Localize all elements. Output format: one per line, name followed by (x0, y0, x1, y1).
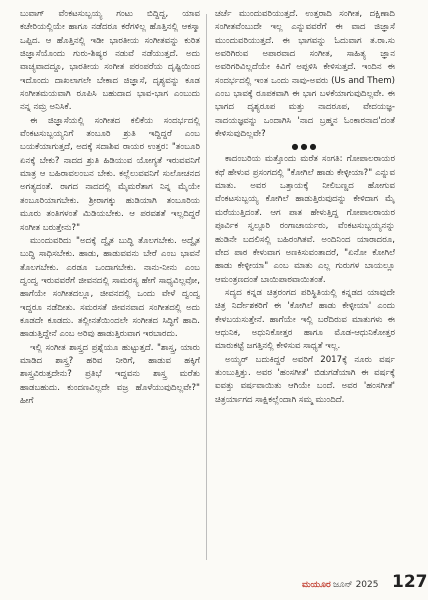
paragraph: ಬುವಾಗ್ ವೆಂಕಟಸುಬ್ಬಯ್ಯ ಗಂಟು ಬಿದ್ದಿದ್ದ, ಯಾವ ಕಚೇರಿಯಲ್ಲಿಯೇ ಹಾಗೂ ನಡೆದರೂ ಕರೆಗಳಿಲ್ಲ ಹೊತ್ತಿನಲ್ಲಿ ಆಕಸ್ಮಾ ಒಪ್ಪಿದ. ಆ ಹೊತ್ತಿನಲ್ಲಿ ಇಡೀ ಭಾರತೀಯ ಸಂಗೀತವನ್ನು ಕುರಿತ ಜಿಜ್ಞಾಸೆಯೊಂದು ಗುರು-ಶಿಷ್ಯರ ನಡುವೆ ನಡೆಯುತ್ತದೆ. ಅದು ವಾಚ್ಯವಾದದ್ದೂ, ಭಾರತೀಯ ಸಂಗೀತ ಪರಂಪರೆಯ ದೃಷ್ಟಿಯಿಂದ ಇದೊಂದು ದಾಖಲಾಗಲೇ ಬೇಕಾದ ಜಿಜ್ಞಾಸೆ, ದೃಶ್ಯವನ್ನು ಕೂಡ ಸಂಗೀತಮಯವಾಗಿ ರೂಪಿಸಿ ಬಹುದಾದ ಭಾವ-ಭಾಗ ಎಂಬುದು ನನ್ನ ನಮ್ರ ಅನಿಸಿಕೆ. (20, 9, 200, 113)
paragraph: ಕಾದಂಬರಿಯ ಮತ್ತೊಂದು ಮರೆತ ಸಂಗತಿ: ಗೋಪಾಲರಾಯರ ಕಥೆ ಹೇಳುವ ಪ್ರಸಂಗದಲ್ಲಿ "ಕೋಗಿಲೆ ಹಾಡು ಕೇಳ್ಳೀಯಾ?" ಎನ್ನುವ ಮಾತು. ಅವರ ಒತ್ತಾಯಕ್ಕೆ ನೀಲಿಬಣ್ಣದ ಹೋಗುವ ವೆಂಕಟಸುಬ್ಬಯ್ಯ ಕೋಗಿಲೆ ಹಾಡುತ್ತಿರುವುದನ್ನು ಕೇಳಿದಾಗ ಮೈ ಮರೆಯುತ್ತಿದಂತೆ. ಆಗ ಪಾತ ಹೇಳುತ್ತಿದ್ದ ಗೋಪಾಲರಾಯರ ಪೂರ್ವಿಕ ಸ್ವಲ್ಪೂರಿ ರಂಗಾಚಾರ್ಯರು, ವೆಂಕಟಸುಬ್ಬಯ್ಯನನ್ನು ಹುಡಿನೇ ಬದಲಿಸಲ್ಲಿ ಬಹಿರಂಗಿತವೆ. ಅಂದಿನಿಂದ ಯಾರಾದರೂ, ವೇದ ಪಾಠ ಕೇಳುವಾಗ ಅಣಕಿಸುವಂತಾದರೆ, "ಏನೋ ಕೋಗಿಲೆ ಹಾಡು ಕೇಳ್ಳೀಯಾ" ಎಂಬ ಮಾತು ಎಲ್ಲ ಗುರುಗಳ ಬಾಯಲ್ಲೂ ಆಮಂತ್ರಣದಂತೆ ಬಾಯಿಪಾಠವಾಯಿತಂತೆ. (215, 154, 395, 285)
page-number: 127 (392, 572, 428, 592)
paragraph: ಮುಂದುವರಿದು "ಅದಕ್ಕೆ ದ್ವೈತ ಬುದ್ಧಿ ತೊಲಗಬೇಕು. ಅದ್ವೈತ ಬುದ್ಧಿ ಸಾಧಿಸಬೇಕು. ಹಾಡು, ಹಾಡುವವನು ಬೇರೆ ಎಂಬ ಭಾವನೆ ತೊಲಗಬೇಕು. ಎರಡೂ ಒಂದಾಗಬೇಕು. ನಾನು-ನೀನು ಎಂಬ ದ್ವಂದ್ವ ಇರುವವರೆಗೆ ಜೀವನದಲ್ಲಿ ಸಾಮರಸ್ಯ ಹೇಗೆ ಸಾಧ್ಯವಿಲ್ಲವೋ, ಹಾಗೆಯೇ ಸಂಗೀತದಲ್ಲೂ, ಜೀವನದಲ್ಲಿ ಒಂದು ವೇಳೆ ದ್ವಂದ್ವ ಇದ್ದರೂ ನಡೆದೀತು. ಸಮರಸತೆ ಜೀವನವಾದ ಸಂಗೀತದಲ್ಲಿ ಅದು ಕೂಡದೇ ಕೂಡದು. ತಲ್ಲೀನತೆಯಿಂದಲೇ ಸಂಗೀತದ ಸಿದ್ಧಿಗೆ ಹಾದಿ. ಹಾಡುತ್ತಿದ್ದೇನೆ ಎಂಬ ಅರಿವು ಹಾಡುತ್ತಿರುವಾಗ ಇರಬಾರದು. (20, 235, 200, 340)
issue-date: ಜೂನ್ 2025 (333, 580, 379, 590)
paragraph: ಚರ್ಚೆ ಮುಂದುವರಿಯುತ್ತದೆ. ಉತ್ತರಾದಿ ಸಂಗೀತ, ದಕ್ಷಿಣಾದಿ ಸಂಗೀತವೆಂಬುದೇ ಇಲ್ಲ ಎನ್ನುವವರೆಗೆ ಈ ವಾದ ಜಿಜ್ಞಾಸೆ ಮುಂದುವರಿಯುತ್ತದೆ. ಈ ಭಾಗವನ್ನು ಓದುವಾಗ ತ.ರಾ.ಸು ಅವರಿಗಿರುವ ಅಪಾರವಾದ ಸಂಗೀತ, ಸಾಹಿತ್ಯ ಜ್ಞಾನ ಅವರಿಗರಿವಿಲ್ಲದೆಯೇ ಕಿವಿಗೆ ಅಪ್ಪಳಿಸಿ ಕೇಳಿಸುತ್ತದೆ. ಇಂದಿನ ಈ ಸಂದರ್ಭದಲ್ಲಿ ಇಂತ ಒಂದು ನಾವು-ಅವರು (Us and Them) ಎಂಬ ಭಾವಕ್ಕೆ ರೂಪಕವಾಗಿ ಈ ಭಾಗ ಬಳಕೆಯಾಗುವುದಿಲ್ಲವೇ. ಈ ಭಾಗದ ದೃಶ್ಯರೂಪ ಮತ್ತು ನಾದರೂಪ, ವೇದಯಜ್ಞ-ನಾದಯಜ್ಞವನ್ನು ಒಂದಾಗಿಸಿ 'ನಾದ ಬ್ರಹ್ಮನ ಓಂಕಾರನಾದ'ದಂತೆ ಕೇಳಿಸುವುದಿಲ್ಲವೇ? (215, 9, 395, 140)
paragraph: ಈ ಜಿಜ್ಞಾಸೆಯಲ್ಲಿ ಸಂಗೀತದ ಕಲಿಕೆಯ ಸಂದರ್ಭದಲ್ಲಿ ವೆಂಕಟಸುಬ್ಬಯ್ಯನಿಗೆ ತಂಬೂರಿ ಶ್ರುತಿ ಇದ್ದಿದ್ದರೆ ಎಂಬ ಬಯಕೆಯಾಗುತ್ತದೆ, ಅದಕ್ಕೆ ಸದಾಶಿವ ರಾಯರ ಉತ್ತರ: "ತಂಬೂರಿ ಏನಕ್ಕೆ ಬೇಕು? ನಾದದ ಶ್ರುತಿ ಹಿಡಿಯುವ ಯೋಗ್ಯತೆ ಇರುವವನಿಗೆ ಮಾತ್ರ ಆ ಬಹಿರಾವಲಂಬನ ಬೇಕು. ಕಲ್ಲೆಲುವವನಿಗೆ ಸುಲೋಚನದ ಅಗತ್ಯದಂತೆ. ರಾಗದ ನಾದದಲ್ಲಿ ಮೈಮರೆತಾಗ ನಿನ್ನ ಮೈಯೇ ತಂಬೂರಿಯಾಗಬೇಕು. ಶ್ರೀರಾಗಕ್ಕು ಹುಡಿಯಾಗಿ ತಂಬೂರಿಯ ಮೂರು ತಂತಿಗಳಂತೆ ಮಿಡಿಯಬೇಕು. ಆ ಪರವಶತೆ ಇಲ್ಲದಿದ್ದರೆ ಸಂಗೀತ ಬರುತ್ತೇನು?" (20, 115, 200, 233)
paragraph: ಸದ್ಯದ ಕನ್ನಡ ಚಿತ್ರರಂಗದ ಪರಿಸ್ಥಿತಿಯಲ್ಲಿ ಕನ್ನಡದ ಯಾವುದೇ ಚಿತ್ರ ನಿರ್ದೇಶಕರಿಗೆ ಈ 'ಕೋಗಿಲೆ ಹಾಡು ಕೇಳ್ಳೀಯಾ' ಎಂದು ಕೇಳಬಯಸುತ್ತೇನೆ. ಹಾಗೆಯೇ ಇಲ್ಲಿ ಬರೆದಿರುವ ಮಾತುಗಳು ಈ ಆಧುನಿಕ, ಅಧುನಿಕೋತ್ತರ ಹಾಗೂ ಮೊಡ-ಆಧುನಿಕೋತ್ತರ ಮಾರುಕಟ್ಟೆ ಜಗತ್ತಿನಲ್ಲಿ ಕೇಳಿಸುವ ಸಾಧ್ಯತೆ ಇಲ್ಲ. (215, 287, 395, 352)
left-column (20, 8, 200, 408)
column-divider (206, 14, 207, 560)
right-column (215, 8, 395, 407)
paragraph: ಇಲ್ಲಿ ಸಂಗೀತ ಶಾಸ್ತ್ರದ ಪ್ರಶ್ನೆಯೂ ಹುಟ್ಟುತ್ತದೆ. "ಶಾಸ್ತ್ರ, ಯಾರು ಮಾಡಿದ ಶಾಸ್ತ್ರ? ಹರಿವ ನೀರಿಗೆ, ಹಾಡುವ ಹಕ್ಕಿಗೆ ಶಾಸ್ತ್ರವಿರುತ್ತದೇನು? ಪ್ರತಿಭೆ ಇದ್ದವನು ಶಾಸ್ತ್ರ ಮರೆತು ಹಾಡಬಹುದು. ಕುಂದಣವಿಲ್ಲದೇ ವಜ್ರ ಹೊಳೆಯುವುದಿಲ್ಲವೇ?" ಹೀಗೆ (20, 342, 200, 406)
magazine-logo: ಮಯೂರ (302, 580, 331, 590)
section-separator: ●●● (291, 142, 319, 152)
paragraph: ಅಯ್ಯರ್ ಬದುಕಿದ್ದರೆ ಅವರಿಗೆ 2017ಕ್ಕೆ ನೂರು ವರ್ಷ ತುಂಬುತ್ತಿತ್ತು. ಅವರ 'ಹಂಸಗೀತೆ' ಬಿಡುಗಡೆಯಾಗಿ ಈ ವರ್ಷಕ್ಕೆ ಐವತ್ತು ವರ್ಷವಾಯಿತು ಆಗಿಯೇ ಬಂದೆ. ಅವರ 'ಹಂಸಗೀತೆ' ಚಿತ್ರರ್ಯಾಗದ ಸಾಕ್ಷಿಕಲ್ಲೆಂದಾಗಿ ಸಮ್ಮ ಮುಂದಿದೆ. (215, 354, 395, 405)
page-footer (0, 570, 428, 600)
